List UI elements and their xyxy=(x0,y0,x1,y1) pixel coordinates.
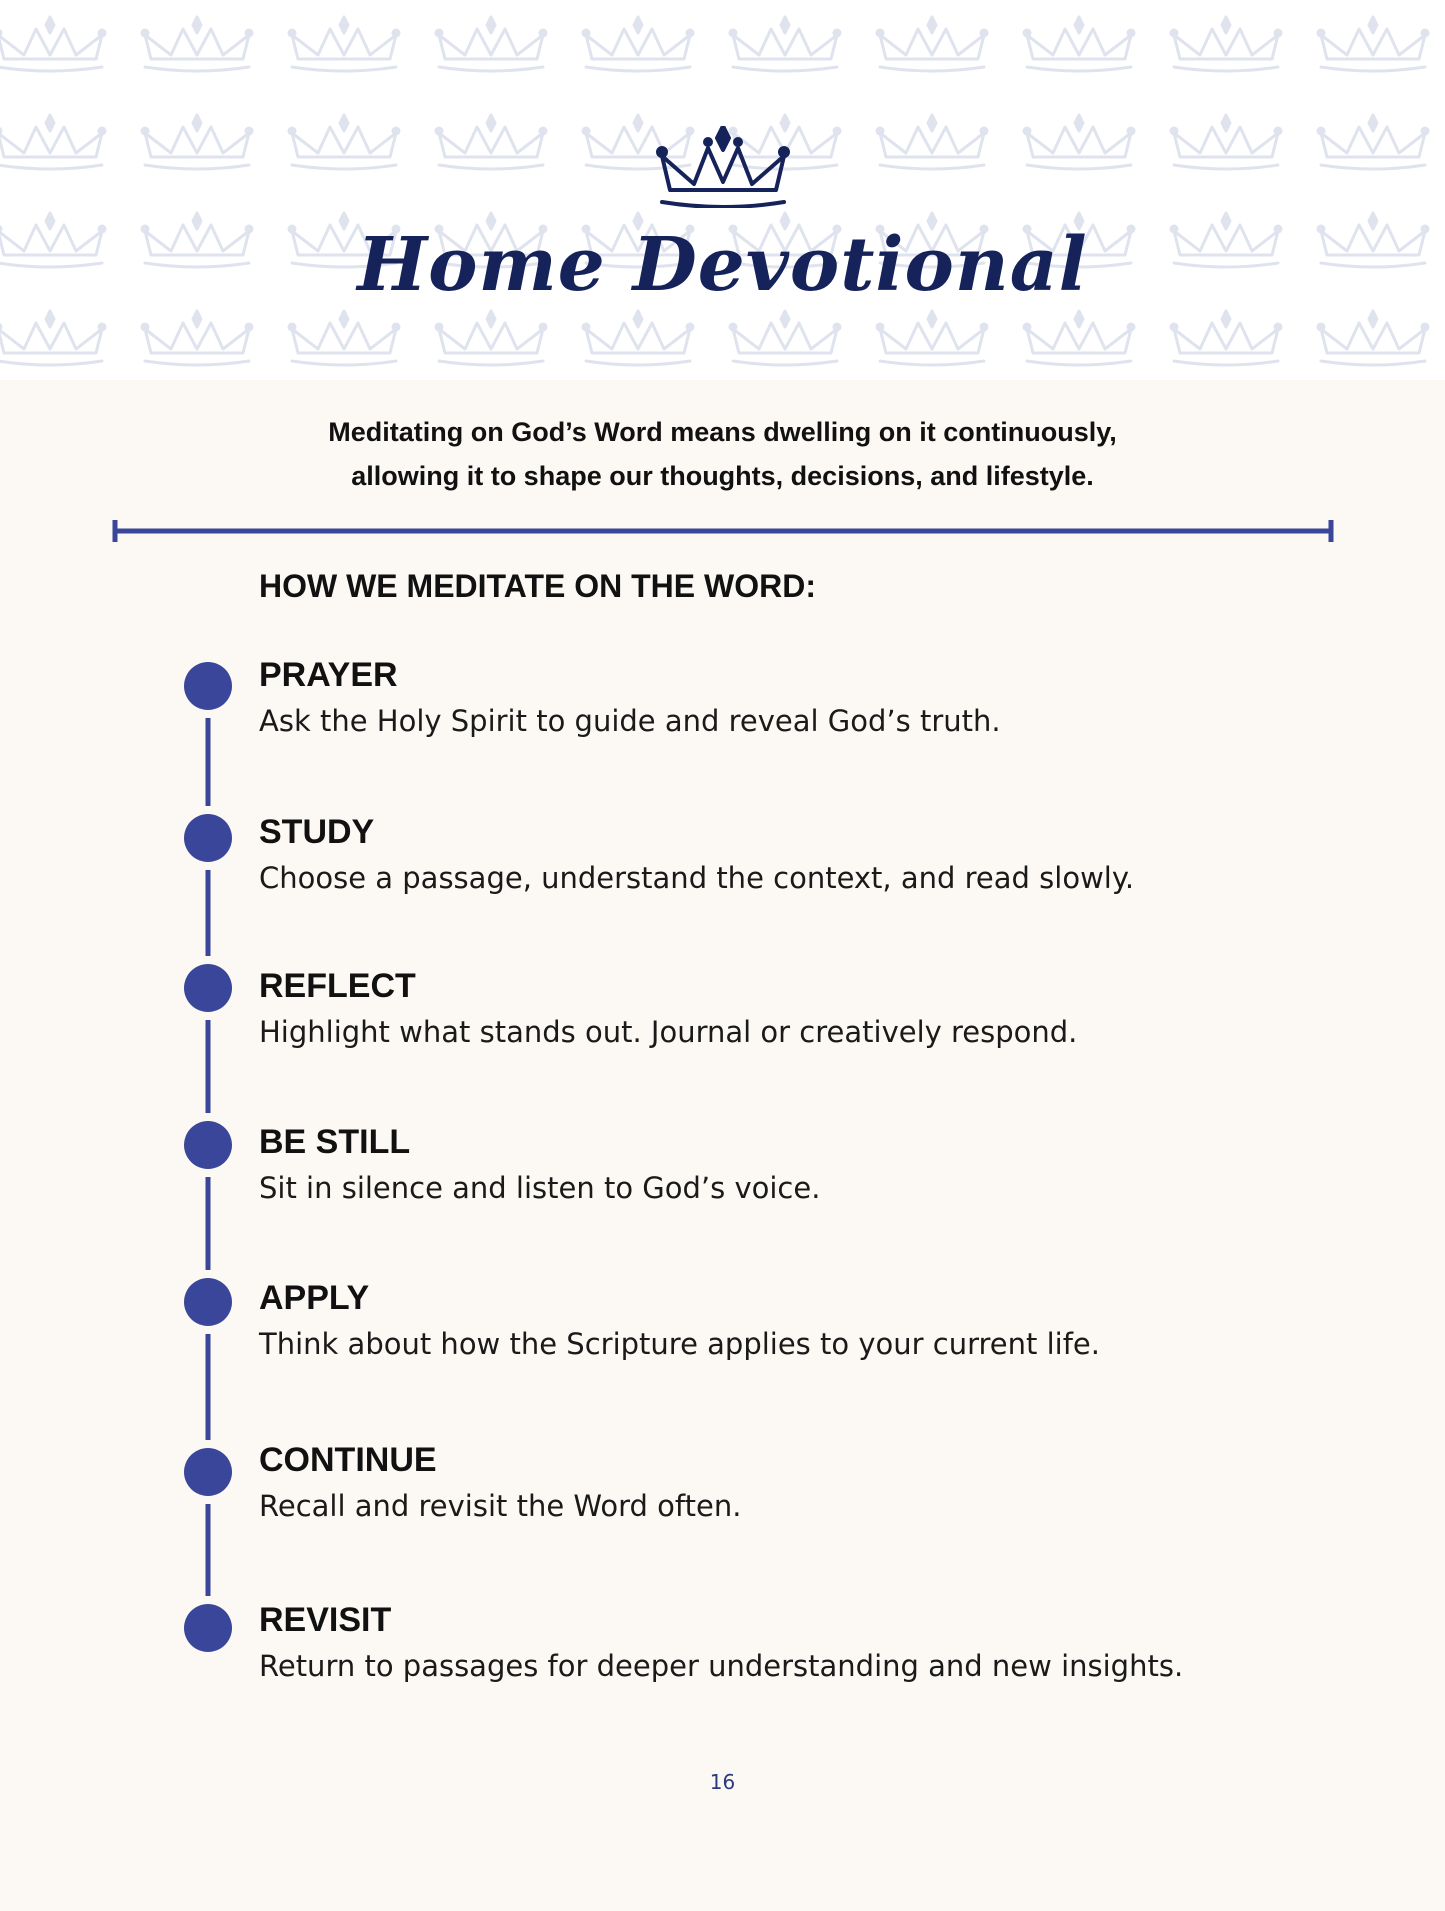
crown-icon xyxy=(583,17,693,71)
timeline-step xyxy=(259,966,1309,1054)
timeline-step xyxy=(259,812,1309,900)
timeline-step xyxy=(259,1278,1309,1366)
step-description: Sit in silence and listen to God’s voice. xyxy=(259,1171,821,1205)
step-title: REVISIT xyxy=(259,1601,392,1639)
crown-icon xyxy=(1318,17,1428,71)
timeline-dot xyxy=(184,1448,232,1496)
crown-icon xyxy=(142,17,252,71)
crown-icon xyxy=(289,311,399,365)
crown-icon xyxy=(1024,115,1134,169)
crown-icon xyxy=(142,115,252,169)
step-description: Ask the Holy Spirit to guide and reveal God’s truth. xyxy=(259,704,1001,738)
section-divider xyxy=(112,518,1334,544)
intro-line-2: allowing it to shape our thoughts, decisions, and lifestyle. xyxy=(351,461,1094,491)
step-title: CONTINUE xyxy=(259,1441,437,1479)
crown-icon xyxy=(1171,115,1281,169)
intro-line-1: Meditating on God’s Word means dwelling on it continuously, xyxy=(328,417,1117,447)
step-title: STUDY xyxy=(259,813,375,851)
header-banner xyxy=(0,0,1445,380)
step-description: Highlight what stands out. Journal or creatively respond. xyxy=(259,1015,1078,1049)
crown-icon xyxy=(877,115,987,169)
intro-text xyxy=(0,410,1445,498)
section-heading: HOW WE MEDITATE ON THE WORD: xyxy=(259,568,816,604)
step-description: Recall and revisit the Word often. xyxy=(259,1489,742,1523)
crown-icon xyxy=(0,311,105,365)
crown-icon xyxy=(1318,115,1428,169)
step-description: Choose a passage, understand the context, and read slowly. xyxy=(259,861,1135,895)
crown-icon xyxy=(730,311,840,365)
step-title: BE STILL xyxy=(259,1123,411,1161)
crown-icon xyxy=(436,115,546,169)
crown-icon xyxy=(730,17,840,71)
crown-icon xyxy=(1318,311,1428,365)
crown-icon xyxy=(877,17,987,71)
crown-icon xyxy=(289,17,399,71)
timeline-step xyxy=(259,1600,1309,1688)
crown-icon xyxy=(142,311,252,365)
step-title: REFLECT xyxy=(259,967,416,1005)
crown-icon xyxy=(877,311,987,365)
crown-icon xyxy=(1024,311,1134,365)
timeline-dot xyxy=(184,1604,232,1652)
crown-icon xyxy=(436,311,546,365)
timeline-dot xyxy=(184,1121,232,1169)
step-description: Return to passages for deeper understanding and new insights. xyxy=(259,1649,1184,1683)
timeline-dot xyxy=(184,964,232,1012)
crown-icon xyxy=(652,126,794,208)
timeline-step xyxy=(259,1122,1309,1210)
crown-icon xyxy=(1024,17,1134,71)
timeline-dot xyxy=(184,814,232,862)
crown-icon xyxy=(583,311,693,365)
crown-icon xyxy=(289,115,399,169)
crown-icon xyxy=(436,17,546,71)
page-title: Home Devotional xyxy=(357,222,1088,308)
timeline-step xyxy=(259,1440,1309,1528)
crown-icon xyxy=(0,115,105,169)
crown-icon xyxy=(1171,311,1281,365)
timeline-dot xyxy=(184,662,232,710)
timeline-step xyxy=(259,655,1309,743)
timeline-dot xyxy=(184,1278,232,1326)
step-description: Think about how the Scripture applies to your current life. xyxy=(259,1327,1100,1361)
step-title: PRAYER xyxy=(259,656,398,694)
crown-icon xyxy=(1171,17,1281,71)
crown-icon xyxy=(0,17,105,71)
page-number: 16 xyxy=(709,1770,736,1794)
step-title: APPLY xyxy=(259,1279,370,1317)
